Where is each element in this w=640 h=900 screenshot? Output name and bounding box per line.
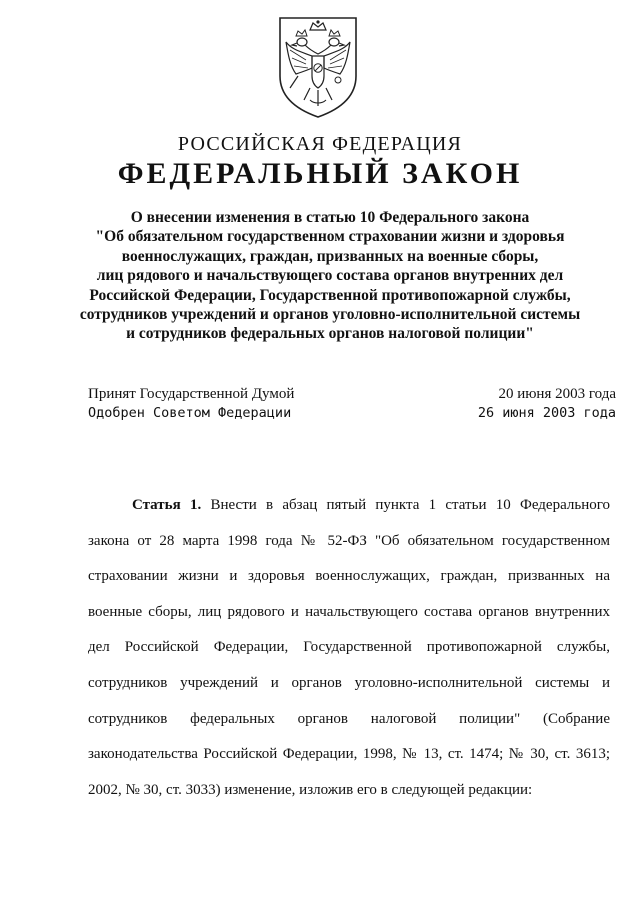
article-label: Статья 1. xyxy=(132,497,202,513)
country-name: РОССИЙСКАЯ ФЕДЕРАЦИЯ xyxy=(177,133,463,155)
law-type-heading: ФЕДЕРАЛЬНЫЙ ЗАКОН xyxy=(117,157,523,190)
article-line: военные сборы, лиц рядового и начальствующего состава органов внутренних xyxy=(88,603,610,620)
article-1-body xyxy=(88,488,610,808)
law-title-line: военнослужащих, граждан, призванных на военные сборы, xyxy=(121,247,539,265)
law-title-line: лиц рядового и начальствующего состава органов внутренних дел xyxy=(96,267,564,285)
law-title-line: "Об обязательном государственном страховании жизни и здоровья xyxy=(95,228,565,246)
council-approval-label: Одобрен Советом Федерации xyxy=(88,405,292,421)
council-approval-date: 26 июня 2003 года xyxy=(477,405,616,421)
duma-adoption-label: Принят Государственной Думой xyxy=(88,386,295,402)
article-line: сотрудников федеральных органов налоговой полиции" (Собрание xyxy=(88,710,610,727)
law-title-line: О внесении изменения в статью 10 Федерального закона xyxy=(130,209,530,226)
article-line: дел Российской Федерации, Государственной противопожарной службы, xyxy=(88,639,610,656)
law-title xyxy=(60,208,600,344)
article-line: закона от 28 марта 1998 года № 52-ФЗ "Об обязательном государственном xyxy=(88,532,610,549)
article-line: законодательства Российской Федерации, 1998, № 13, ст. 1474; № 30, ст. 3613; xyxy=(88,746,610,763)
article-line: страховании жизни и здоровья военнослужащих, граждан, призванных на xyxy=(88,568,610,585)
duma-adoption-date: 20 июня 2003 года xyxy=(498,386,616,402)
law-title-line: и сотрудников федеральных органов налоговой полиции" xyxy=(126,325,534,343)
coat-of-arms-icon xyxy=(276,14,360,120)
law-title-line: сотрудников учреждений и органов уголовно-исполнительной системы xyxy=(79,306,581,324)
article-line xyxy=(88,488,610,524)
article-line: 2002, № 30, ст. 3033) изменение, изложив его в следующей редакции: xyxy=(88,781,533,798)
law-title-line: Российской Федерации, Государственной противопожарной службы, xyxy=(89,286,571,304)
article-line: сотрудников учреждений и органов уголовно-исполнительной системы и xyxy=(88,674,610,691)
article-first-line: Внести в абзац пятый пункта 1 статьи 10 Федерального xyxy=(210,497,610,513)
